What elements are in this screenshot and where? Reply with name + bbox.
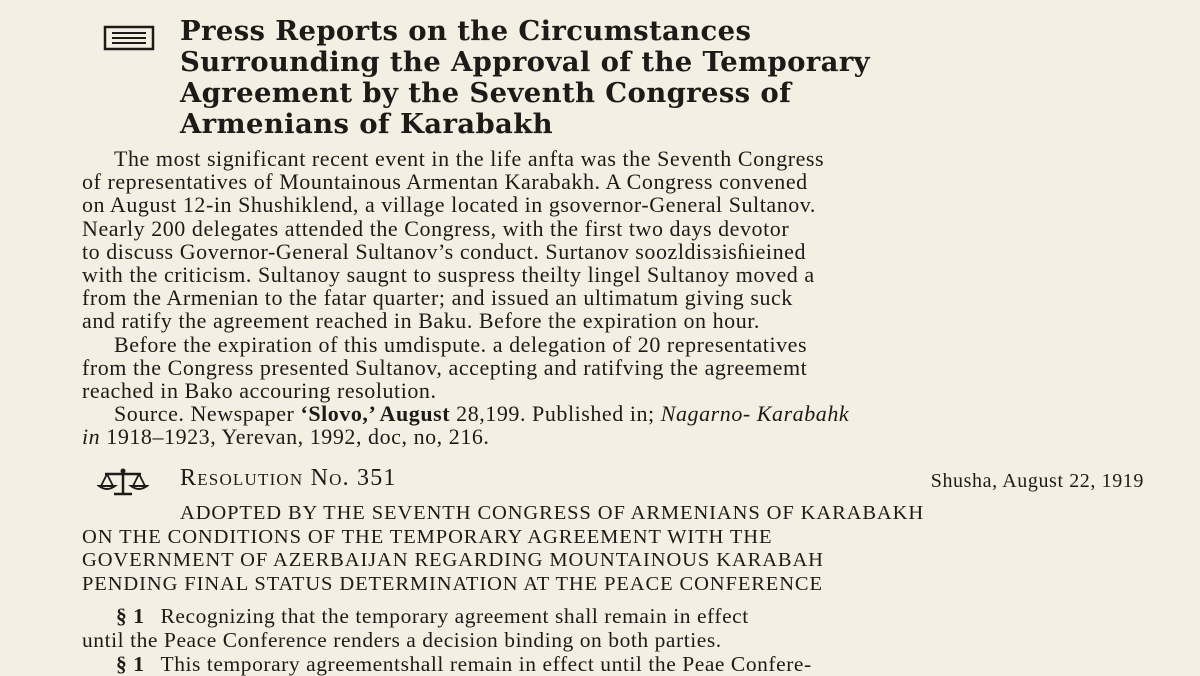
title-line: Press Reports on the Circumstances [180, 15, 752, 47]
section-mark: § 1 [116, 652, 145, 676]
text-line: from the Armenian to the fatar quarter; and issued an ultimatum giving suck [82, 285, 793, 311]
clause-line: until the Peace Conference renders a decision binding on both parties. [82, 628, 722, 652]
text-line: from the Congress presented Sultanov, accepting and ratifving the agreememt [82, 354, 808, 380]
heading-line: PENDING FINAL STATUS DETERMINATION AT THE PEACE CONFERENCE [82, 572, 823, 595]
source-details: 1918–1923, Yerevan, 1992, doc, no, 216. [100, 424, 490, 450]
text-line: of representatives of Mountainous Armentan Karabakh. A Congress convened [82, 169, 808, 195]
source-in: in [82, 424, 101, 450]
press-report-text [82, 147, 1142, 449]
heading-line: ON THE CONDITIONS OF THE TEMPORARY AGREEMENT WITH THE [82, 525, 773, 548]
section-mark: § 1 [116, 604, 145, 628]
clause-line [82, 652, 1142, 676]
resolution-title: Resolution No. 351 [180, 465, 397, 491]
text-line: reached in Bako accouring resolution. [82, 378, 437, 404]
text-line: with the criticism. Sultanoy saugnt to suspress theilty lingel Sultanoy moved a [82, 262, 815, 288]
source-paper: ‘Slovo,’ August [300, 401, 451, 427]
heading-line: ADOPTED BY THE SEVENTH CONGRESS OF ARMENIANS OF KARABAKH [180, 502, 925, 524]
clause-text: This temporary agreementshall remain in effect until the Peae Confere- [160, 652, 812, 676]
scales-of-justice-icon [97, 467, 149, 497]
source-book: Nagarno- Karabahk [660, 401, 850, 427]
title-line: Agreement by the Seventh Congress of [180, 77, 792, 109]
text-line: and ratify the agreement reached in Baku. Before the expiration on hour. [82, 308, 760, 334]
text-line: Before the expiration of this umdispute. a delegation of 20 representatives [114, 331, 808, 357]
source-citation-line2 [82, 425, 1142, 448]
document-icon [103, 25, 155, 51]
clause-text: Recognizing that the temporary agreement shall remain in effect [160, 604, 749, 628]
source-date: 28,199. Published in; [450, 401, 661, 427]
source-prefix: Source. Newspaper [114, 401, 301, 427]
text-line: on August 12-in Shushiklend, a village located in gsovernor-General Sultanov. [82, 192, 816, 218]
text-line: The most significant recent event in the life anfta was the Seventh Congress [114, 146, 825, 171]
page-title [180, 16, 1140, 140]
resolution-place-date: Shusha, August 22, 1919 [930, 470, 1144, 492]
clause-line [82, 604, 1142, 628]
resolution-clauses [82, 604, 1142, 676]
title-line: Surrounding the Approval of the Temporary [180, 46, 870, 78]
resolution-heading [82, 502, 1152, 596]
text-line: to discuss Governor-General Sultanov’s conduct. Surtanov soozldisɜisɦieined [82, 238, 806, 264]
heading-line: GOVERNMENT OF AZERBAIJAN REGARDING MOUNTAINOUS KARABAH [82, 549, 824, 571]
text-line: Nearly 200 delegates attended the Congress, with the first two days devotor [82, 215, 790, 241]
title-line: Armenians of Karabakh [180, 108, 553, 140]
source-citation [82, 402, 1142, 425]
